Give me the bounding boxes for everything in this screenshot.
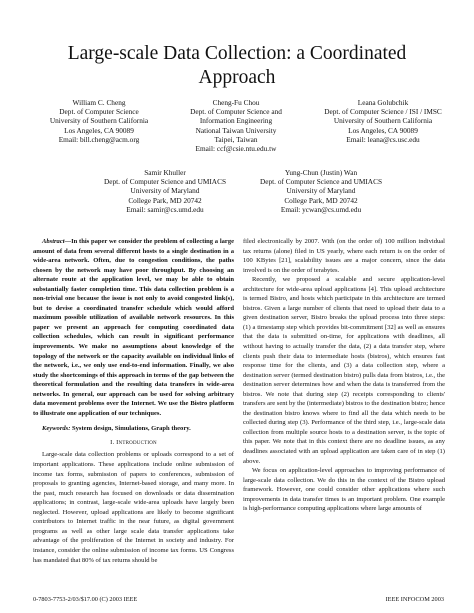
author-name: Samir Khuller <box>144 168 186 177</box>
author-block-cheng <box>34 98 164 144</box>
author-affiliation-line: Taipei, Taiwan <box>214 134 258 144</box>
abstract-label: Abstract— <box>42 238 72 245</box>
section-heading-introduction: I. Introduction <box>110 438 157 446</box>
author-name: William C. Cheng <box>72 98 126 107</box>
left-column <box>33 237 234 565</box>
author-affiliation-line: Dept. of Computer Science <box>59 107 139 117</box>
author-affiliation-line: Information Engineering <box>199 116 273 126</box>
author-email: Email: bill.cheng@acm.org <box>58 134 140 144</box>
author-affiliation-line: Los Angeles, CA 90089 <box>64 125 134 135</box>
author-affiliation-line: University of Southern California <box>49 116 149 126</box>
abstract-text: In this paper we consider the problem of collecting a large amount of data from several different hosts to a single destination in a wide-area network. Often, due to congestion conditions, the paths chosen by the network may have poor throughput. By choosing an alternate route at the application level, we may be able to obtain substantially faster completion time. This data collection problem is a non-trivial one because the issue is not only to avoid congested link(s), but to devise a coordinated transfer schedule which would afford maximum possible utilization of available network resources. In this paper we present an approach for computing coordinated data collection schedules, which can result in significant performance improvements. We make no assumptions about knowledge of the topology of the network or the capacity available on individual links of the network, i.e., we only use end-to-end information. Finally, we also study the shortcomings of this approach in terms of the gap between the theoretical formulation and the resulting data transfers in wide-area networks. In general, our approach can be used for solving arbitrary data movement problems over the Internet. We use the Bistro platform to illustrate one application of our techniques. <box>33 238 234 417</box>
author-block-khuller <box>90 168 240 214</box>
author-block-chou <box>166 98 306 153</box>
body-paragraph: We focus on application-level approaches to improving performance of large-scale data collection. We do this in the context of the Bistro upload framework. However, one could consider other applications where such improvements in data transfer times is an important problem. One example is high-performance computing applications where large amounts of <box>243 467 445 513</box>
author-email: Email: ycwan@cs.umd.edu <box>280 204 362 214</box>
author-affiliation-line: University of Maryland <box>286 186 356 196</box>
author-block-golubchik <box>308 98 458 144</box>
title-line-2: Approach <box>198 67 276 88</box>
body-paragraph: Recently, we proposed a scalable and secure application-level architecture for wide-area upload applications [4]. This upload architecture is termed Bistro, and hosts which participate in this architecture are termed bistros. Given a large number of clients that need to upload their data to a given destination server, Bistro breaks the upload process into three steps: (1) a timestamp step which provides bit-commitment [32] as well as ensures that the data is submitted on-time, for applications with deadlines, all without having to actually transfer the data, (2) a data transfer step, where clients push their data to intermediate hosts (bistros), which ensures fast response time for the clients, and (3) a data collection step, where a destination server (termed destination bistro) pulls data from bistros, i.e., the destination server determines how and when the data is transferred from the bistros. We note that during step (2) receipts corresponding to clients' transfers are sent by the (intermediate) bistros to the destination bistro; hence the destination bistro knows where to find all the data which needs to be collected during step (3). Performance of the third step, i.e., large-scale data collection from multiple source hosts to a destination server, is the topic of this paper. We note that in this context there are no deadline issues, as any deadlines associated with an upload application are taken care of in step (1) above. <box>243 276 445 465</box>
author-affiliation-line: Dept. of Computer Science and <box>190 107 282 117</box>
author-email: Email: ccf@csie.ntu.edu.tw <box>195 144 277 154</box>
author-affiliation-line: College Park, MD 20742 <box>128 195 202 205</box>
author-affiliation-line: University of Southern California <box>333 116 433 126</box>
body-paragraph: filed electronically by 2007. With (on the order of) 100 million individual tax returns (alone) filed in US yearly, where each return is on the order of 100 KBytes [21], scalability issues are a major concern, since the data involved is on the order of terabytes. <box>243 238 445 274</box>
author-name: Leana Golubchik <box>357 98 409 107</box>
intro-paragraph: Large-scale data collection problems or uploads correspond to a set of important applications. These applications include online submission of income tax forms, submission of papers to conferences, submission of proposals to granting agencies, Internet-based storage, and many more. In the past, much research has focused on downloads or data dissemination applications; in contrast, large-scale wide-area uploads have largely been neglected. However, upload applications are likely to become significant contributors to Internet traffic in the near future, as digital government programs as well as other large scale data transfer applications take advantage of the proliferation of the Internet in society and industry. For instance, consider the online submission of income tax forms. US Congress has mandated that 80% of tax returns should be <box>33 451 234 564</box>
author-affiliation-line: Dept. of Computer Science and UMIACS <box>260 177 382 187</box>
author-affiliation-line: University of Maryland <box>130 186 200 196</box>
author-email: Email: samir@cs.umd.edu <box>126 204 204 214</box>
author-affiliation-line: Dept. of Computer Science / ISI / IMSC <box>324 107 442 117</box>
author-email: Email: leana@cs.usc.edu <box>346 134 420 144</box>
author-affiliation-line: Dept. of Computer Science and UMIACS <box>104 177 226 187</box>
author-affiliation-line: Los Angeles, CA 90089 <box>348 125 418 135</box>
author-affiliation-line: National Taiwan University <box>195 125 277 135</box>
author-block-wan <box>246 168 396 214</box>
title-line-1: Large-scale Data Collection: a Coordinated <box>67 43 407 64</box>
abstract <box>33 237 234 418</box>
paper-title <box>40 42 434 90</box>
author-name: Yung-Chun (Justin) Wan <box>284 168 358 177</box>
footer-conference: IEEE INFOCOM 2003 <box>385 596 444 603</box>
right-column <box>243 237 445 514</box>
keywords-text: System design, Simulations, Graph theory. <box>72 425 191 433</box>
footer-copyright: 0-7803-7753-2/03/$17.00 (C) 2003 IEEE <box>33 596 138 603</box>
keywords-label: Keywords: <box>42 425 71 433</box>
keywords <box>33 424 234 434</box>
author-affiliation-line: College Park, MD 20742 <box>284 195 358 205</box>
author-name: Cheng-Fu Chou <box>212 98 260 107</box>
